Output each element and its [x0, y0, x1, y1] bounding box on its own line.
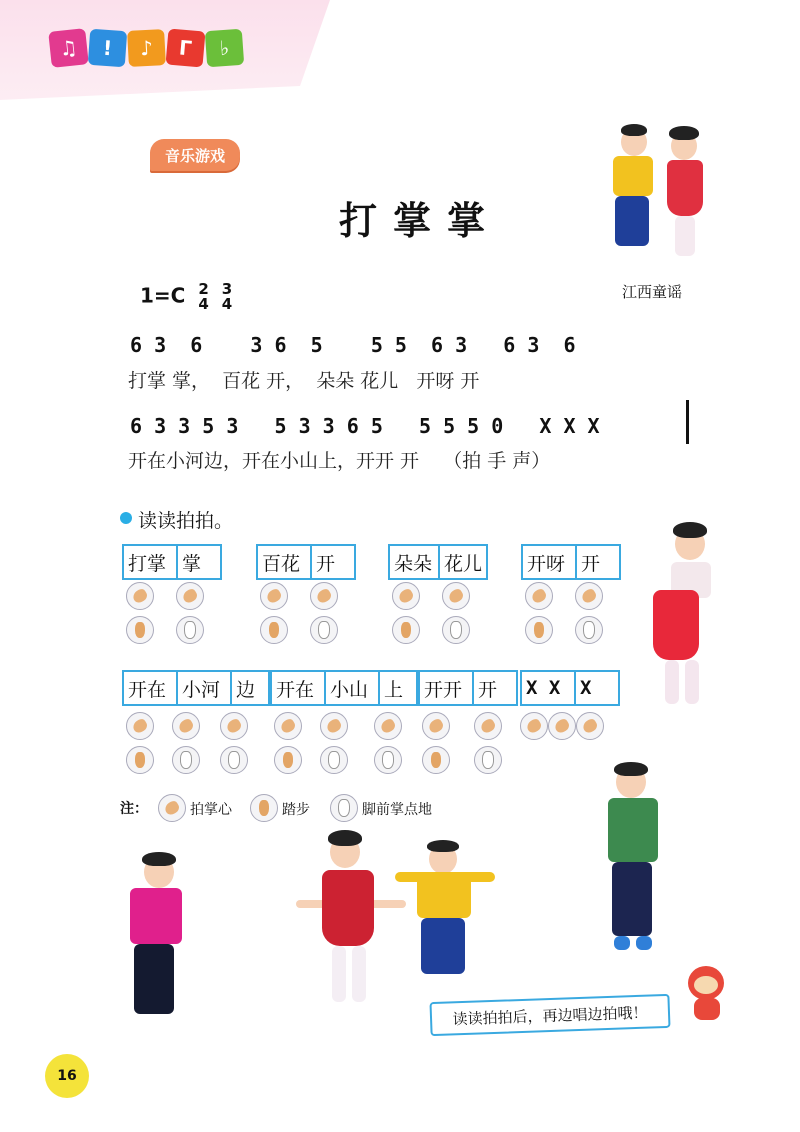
speech-bubble: 读读拍拍后，再边唱边拍哦！ [429, 994, 670, 1036]
rhythm-cell: 开开 [420, 672, 474, 704]
clap-palm-icon [158, 794, 186, 822]
rhythm-cell: 开 [478, 678, 498, 701]
clap-hand-icon [126, 582, 154, 610]
clap-palm-icon [320, 712, 348, 740]
clap-palm-icon [575, 582, 603, 610]
children-dancing-photo [605, 120, 715, 270]
rhythm-cell: 上 [384, 678, 404, 701]
rhythm-box-7 [418, 670, 518, 706]
rhythm-box-4 [521, 544, 621, 580]
rhythm-box-2 [256, 544, 356, 580]
rhythm-box-1 [122, 544, 222, 580]
tiptoe-foot-icon [176, 616, 204, 644]
step-foot-icon [274, 746, 302, 774]
step-foot-icon [250, 794, 278, 822]
meter-1-den: 4 [198, 295, 209, 313]
boy-yellow-photo [395, 840, 495, 980]
tiptoe-foot-icon [442, 616, 470, 644]
music-tile-1: ♫ [48, 28, 89, 68]
lyrics-line-1: 打掌 掌， 百花 开， 朵朵 花儿 开呀 开 [128, 370, 480, 392]
rhythm-cell: 开 [581, 552, 601, 575]
clap-palm-icon [220, 712, 248, 740]
meter-2-den: 4 [221, 295, 233, 313]
tiptoe-foot-icon [575, 616, 603, 644]
step-foot-icon [260, 616, 288, 644]
music-tile-3: ♪ [127, 29, 166, 67]
rhythm-cell: 开在 [124, 672, 178, 704]
step-foot-icon [525, 616, 553, 644]
page-number: 16 [45, 1054, 89, 1098]
rhythm-box-5 [122, 670, 270, 706]
notation-line-1: 6 3 6 3 6 5 5 5 6 3 6 3 6 [130, 333, 576, 357]
tiptoe-foot-icon [330, 794, 358, 822]
clap-hand-icon [126, 712, 154, 740]
legend-step: 踏步 [282, 802, 310, 818]
step-foot-icon [126, 616, 154, 644]
music-tile-2: ! [88, 29, 127, 67]
clap-palm-icon [176, 582, 204, 610]
song-source: 江西童谣 [622, 283, 683, 301]
lyrics-line-2: 开在小河边，开在小山上，开开 开 （拍 手 声） [128, 450, 551, 472]
rhythm-cell: 百花 [258, 546, 312, 578]
clap-palm-icon [310, 582, 338, 610]
tiptoe-foot-icon [474, 746, 502, 774]
section-badge: 音乐游戏 [150, 139, 240, 171]
clap-hand-icon [392, 582, 420, 610]
music-tile-5: ♭ [205, 29, 244, 67]
legend-tiptoe: 脚前掌点地 [362, 802, 432, 818]
clap-hand-icon [520, 712, 548, 740]
tiptoe-foot-icon [374, 746, 402, 774]
meter-2-num: 3 [221, 280, 233, 298]
tiptoe-foot-icon [172, 746, 200, 774]
key-signature: 1=C [140, 283, 186, 308]
clap-palm-icon [172, 712, 200, 740]
rhythm-box-6 [270, 670, 418, 706]
clap-hand-icon [548, 712, 576, 740]
rhythm-cell: 开 [316, 552, 336, 575]
end-barline [686, 400, 689, 444]
rhythm-cell: X X [522, 672, 576, 704]
practice-heading: 读读拍拍。 [138, 510, 234, 532]
notation-line-2: 6 3 3 5 3 5 3 3 6 5 5 5 5 0 X X X [130, 414, 600, 438]
music-tile-4: Γ [166, 28, 206, 67]
girl-red-dress-photo [296, 830, 406, 1010]
boy-pink-photo [120, 850, 200, 1030]
legend-label: 注： [120, 801, 148, 817]
song-title: 打掌掌 [338, 199, 501, 243]
rhythm-cell: 花儿 [443, 552, 482, 575]
girl-dancing-photo [645, 520, 735, 710]
rhythm-cell: 边 [236, 678, 256, 701]
clap-hand-icon [260, 582, 288, 610]
song-key [140, 282, 232, 312]
legend-clap: 拍掌心 [190, 802, 232, 818]
rhythm-cell: 小河 [178, 672, 232, 704]
clap-palm-icon [374, 712, 402, 740]
step-foot-icon [126, 746, 154, 774]
rhythm-cell: 掌 [182, 552, 202, 575]
music-tiles-logo [50, 30, 245, 66]
rhythm-cell: X [580, 677, 592, 699]
clap-hand-icon [274, 712, 302, 740]
clap-hand-icon [422, 712, 450, 740]
rhythm-box-3 [388, 544, 488, 580]
clap-hand-icon [576, 712, 604, 740]
rhythm-cell: 打掌 [124, 546, 178, 578]
rhythm-box-8 [520, 670, 620, 706]
rhythm-cell: 小山 [326, 672, 380, 704]
rhythm-cell: 开在 [272, 672, 326, 704]
tiptoe-foot-icon [220, 746, 248, 774]
boy-clapping-photo [598, 760, 668, 960]
tiptoe-foot-icon [320, 746, 348, 774]
rhythm-cell: 朵朵 [390, 546, 440, 578]
time-signature-2 [222, 282, 232, 312]
step-foot-icon [422, 746, 450, 774]
step-foot-icon [392, 616, 420, 644]
monkey-mascot-icon [680, 962, 730, 1022]
tiptoe-foot-icon [310, 616, 338, 644]
bullet-dot-icon [120, 512, 132, 524]
rhythm-cell: 开呀 [523, 546, 577, 578]
clap-hand-icon [525, 582, 553, 610]
time-signature-1 [198, 282, 208, 312]
meter-1-num: 2 [198, 280, 209, 298]
clap-palm-icon [474, 712, 502, 740]
clap-palm-icon [442, 582, 470, 610]
